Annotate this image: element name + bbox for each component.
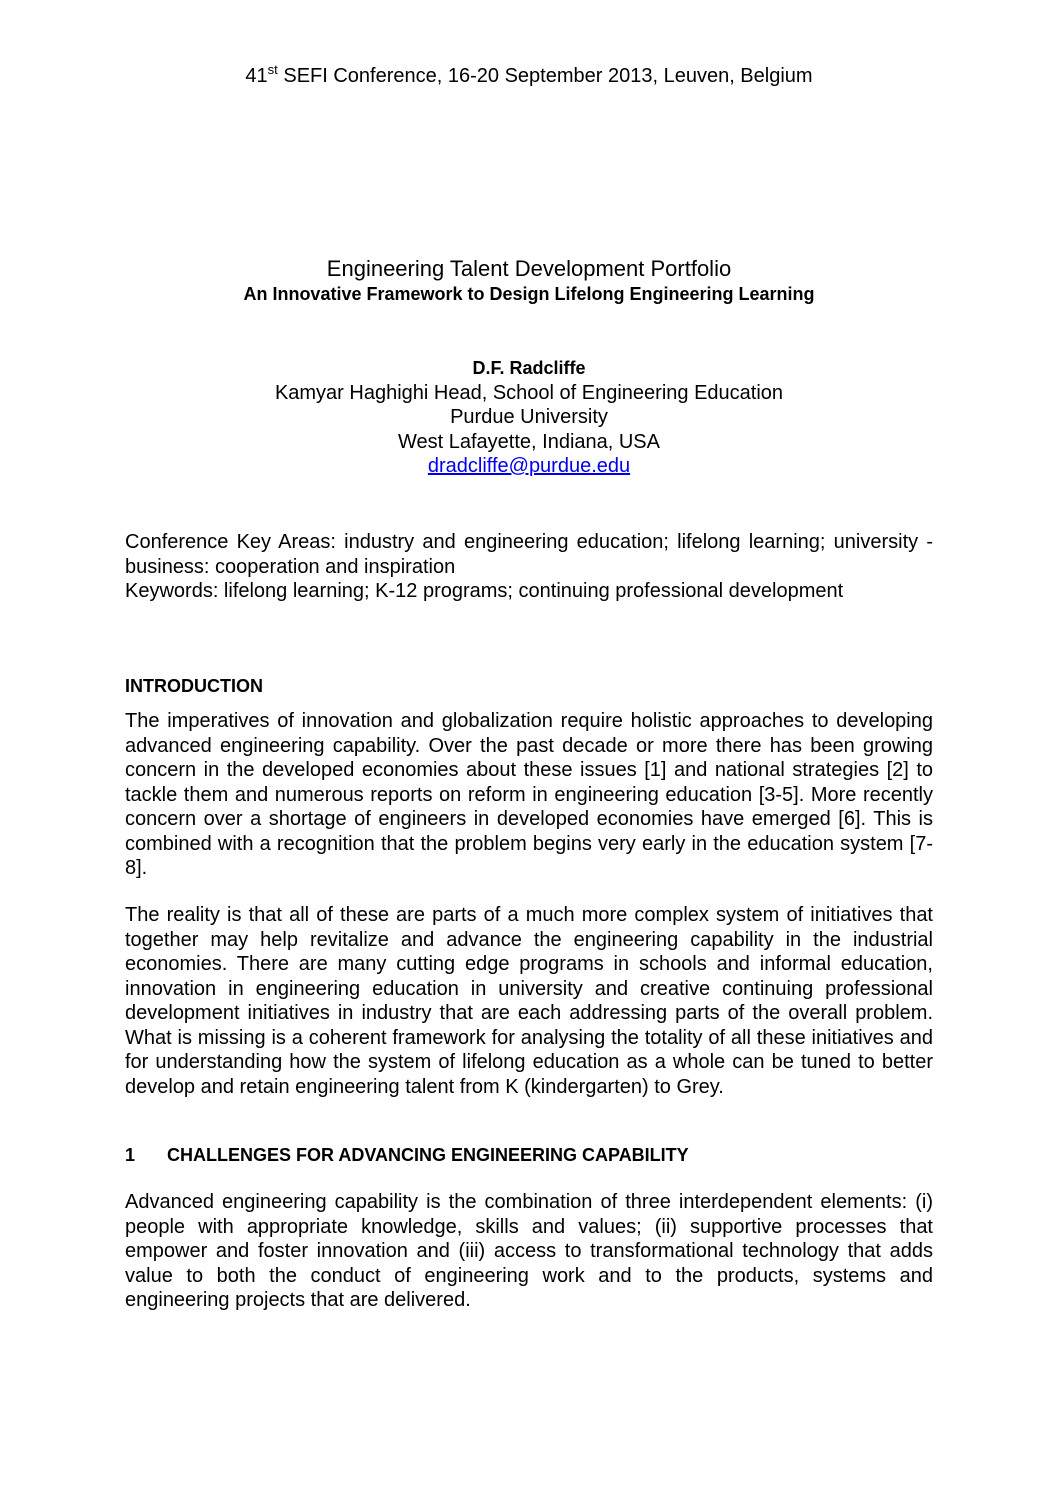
section-title: CHALLENGES FOR ADVANCING ENGINEERING CAPABILITY bbox=[167, 1145, 689, 1165]
introduction-paragraph-1 bbox=[125, 709, 933, 881]
section-1-heading bbox=[125, 1143, 689, 1167]
section-number: 1 bbox=[125, 1145, 136, 1165]
author-block bbox=[0, 356, 1058, 479]
author-institution: Purdue University bbox=[450, 406, 608, 428]
paragraph-text: Advanced engineering capability is the combination of three interdependent elements: (i) people with appropriate knowledge, skills and values; (ii) supportive processes that empower and foster innovation and (iii) access to transformational technology that adds value to both the conduct of engineering work and to the products, systems and engineering projects that are delivered. bbox=[125, 1191, 933, 1311]
conference-details: SEFI Conference, 16-20 September 2013, Leuven, Belgium bbox=[277, 65, 813, 87]
conference-ordinal: 41 bbox=[245, 65, 268, 87]
keywords bbox=[125, 579, 933, 604]
introduction-heading: INTRODUCTION bbox=[125, 676, 263, 696]
key-areas bbox=[125, 530, 933, 579]
author-email-link[interactable]: dradcliffe@purdue.edu bbox=[427, 455, 631, 477]
paragraph-text: The imperatives of innovation and globalization require holistic approaches to developing advanced engineering capability. Over the past decade or more there has been growing concern in the developed economies about these issues [1] and national strategies [2] to tackle them and numerous reports on reform in engineering education [3-5]. More recently concern over a shortage of engineers in developed economies have emerged [6]. This is combined with a recognition that the problem begins very early in the education system [7-8]. bbox=[125, 710, 933, 879]
paper-subtitle: An Innovative Framework to Design Lifelong Engineering Learning bbox=[243, 284, 815, 304]
section-1-paragraph-1 bbox=[125, 1190, 933, 1313]
keywords-text: Keywords: lifelong learning; K-12 programs; continuing professional development bbox=[125, 580, 844, 602]
conference-header bbox=[0, 64, 1058, 88]
introduction-paragraph-2 bbox=[125, 903, 933, 1099]
paragraph-text: The reality is that all of these are parts of a much more complex system of initiatives that together may help revitalize and advance the engineering capability in the industrial economies. There are many cutting edge programs in schools and informal education, innovation in engineering education in university and creative continuing professional development initiatives in industry that are each addressing parts of the overall problem. What is missing is a coherent framework for analysing the totality of all these initiatives and for understanding how the system of lifelong education as a whole can be tuned to better develop and retain engineering talent from K (kindergarten) to Grey. bbox=[125, 904, 933, 1098]
author-position: Kamyar Haghighi Head, School of Engineering Education bbox=[274, 381, 784, 404]
paper-title: Engineering Talent Development Portfolio bbox=[326, 256, 732, 281]
author-location: West Lafayette, Indiana, USA bbox=[397, 430, 660, 453]
author-name: D.F. Radcliffe bbox=[472, 358, 586, 378]
title-block bbox=[0, 256, 1058, 306]
key-areas-text: Conference Key Areas: industry and engineering education; lifelong learning; university - business: cooperation and inspiration bbox=[125, 531, 933, 578]
conference-ordinal-suffix: st bbox=[267, 62, 278, 77]
